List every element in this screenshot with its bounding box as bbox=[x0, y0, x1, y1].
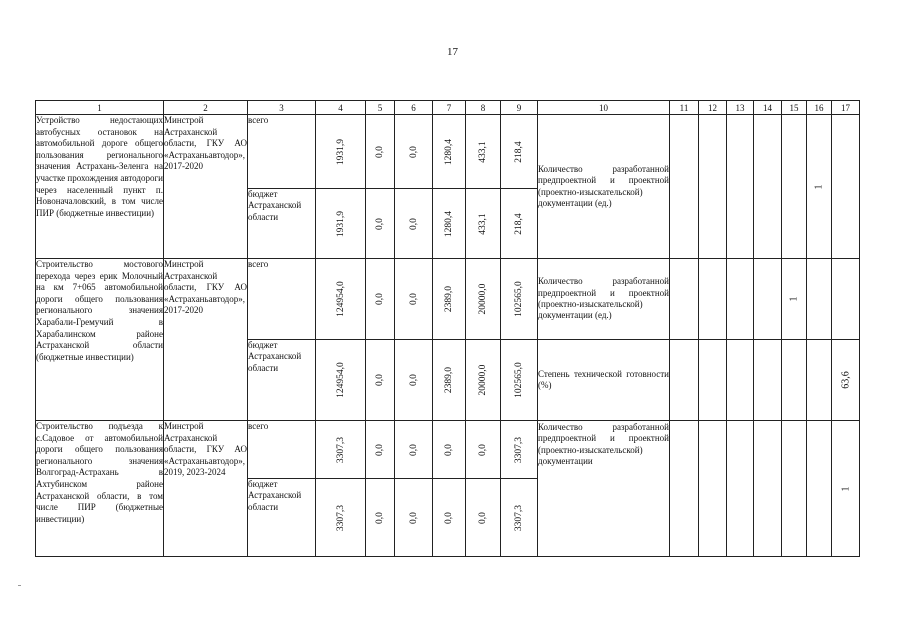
measure-description: Устройство недостающих автобусных остановок на автомобильной дороге общего пользования регионального значения Астрахань-Зеленга на участке прохождения автодороги через населенный пункт п. Новоначаловский, в том числе ПИР (бюджетные инвестиции) bbox=[36, 115, 164, 259]
value-cell bbox=[466, 189, 501, 259]
indicator-cell bbox=[670, 340, 699, 421]
value-cell bbox=[433, 115, 466, 189]
value-cell bbox=[316, 340, 366, 421]
table-row bbox=[36, 421, 860, 479]
value: 2389,0 bbox=[444, 285, 454, 313]
value: 0,0 bbox=[478, 443, 488, 456]
header-cell: 9 bbox=[501, 101, 538, 115]
indicator-cell bbox=[807, 421, 832, 557]
value-cell bbox=[395, 340, 433, 421]
indicator-cell bbox=[699, 340, 727, 421]
value-cell bbox=[433, 421, 466, 479]
indicator-cell bbox=[727, 259, 754, 340]
indicator-cell bbox=[699, 115, 727, 259]
value-cell bbox=[316, 479, 366, 557]
indicator-cell bbox=[832, 115, 860, 259]
value-cell bbox=[466, 259, 501, 340]
value: 218,4 bbox=[514, 140, 524, 163]
value: 0,0 bbox=[375, 217, 385, 230]
value-cell bbox=[316, 115, 366, 189]
measure-executor: Минстрой Астраханской области, ГКУ АО «Астраханьавтодор», 2017-2020 bbox=[164, 259, 248, 421]
indicator-cell bbox=[832, 421, 860, 557]
indicator-cell bbox=[754, 259, 782, 340]
indicator-cell bbox=[670, 115, 699, 259]
indicator-cell bbox=[727, 421, 754, 557]
value: 0,0 bbox=[478, 511, 488, 524]
value: 102565,0 bbox=[514, 362, 524, 398]
indicator-value: 1 bbox=[813, 184, 825, 189]
program-table bbox=[35, 100, 860, 557]
indicator-name: Количество разработанной предпроектной и проектной (проектно-изыскательской) документации (ед.) bbox=[538, 259, 670, 340]
value: 0,0 bbox=[375, 293, 385, 305]
value-cell bbox=[501, 259, 538, 340]
value: 1280,4 bbox=[444, 210, 454, 237]
indicator-cell bbox=[782, 115, 807, 259]
header-cell: 17 bbox=[832, 101, 860, 115]
header-cell: 13 bbox=[727, 101, 754, 115]
value: 433,1 bbox=[478, 140, 488, 163]
indicator-cell bbox=[807, 115, 832, 259]
indicator-cell bbox=[699, 259, 727, 340]
value-cell bbox=[316, 421, 366, 479]
header-cell: 14 bbox=[754, 101, 782, 115]
value: 433,1 bbox=[478, 212, 488, 235]
indicator-cell bbox=[782, 421, 807, 557]
funding-source: бюджет Астраханской области bbox=[248, 340, 316, 421]
value: 0,0 bbox=[408, 443, 419, 456]
value: 124954,0 bbox=[335, 281, 346, 317]
value-cell bbox=[501, 479, 538, 557]
value: 0,0 bbox=[375, 374, 385, 386]
value-cell bbox=[466, 115, 501, 189]
funding-source: всего bbox=[248, 115, 316, 189]
indicator-name: Количество разработанной предпроектной и проектной (проектно-изыскательской) документации bbox=[538, 421, 670, 557]
value-cell bbox=[316, 189, 366, 259]
value-cell bbox=[366, 421, 395, 479]
indicator-name: Степень технической готовности (%) bbox=[538, 340, 670, 421]
measure-description: Строительство подъезда к с.Садовое от автомобильной дороги общего пользования регионального значения Волгоград-Астрахань в Ахтубинском районе Астраханской области, в том числе ПИР (бюджетные инвестиции) bbox=[36, 421, 164, 557]
indicator-cell bbox=[754, 421, 782, 557]
value-cell bbox=[395, 115, 433, 189]
value-cell bbox=[433, 259, 466, 340]
value-cell bbox=[366, 189, 395, 259]
value-cell bbox=[366, 479, 395, 557]
indicator-cell bbox=[832, 259, 860, 340]
funding-source: всего bbox=[248, 259, 316, 340]
value-cell bbox=[395, 189, 433, 259]
value-cell bbox=[433, 189, 466, 259]
value-cell bbox=[395, 479, 433, 557]
header-cell: 3 bbox=[248, 101, 316, 115]
funding-source: бюджет Астраханской области bbox=[248, 479, 316, 557]
funding-source: всего bbox=[248, 421, 316, 479]
header-cell: 7 bbox=[433, 101, 466, 115]
header-cell: 2 bbox=[164, 101, 248, 115]
header-cell: 5 bbox=[366, 101, 395, 115]
measure-description: Строительство мостового перехода через ерик Молочный на км 7+065 автомобильной дороги общего пользования регионального значения Харабали-Гремучий в Харабалинском районе Астраханской области (бюджетные инвестиции) bbox=[36, 259, 164, 421]
indicator-value: 63,6 bbox=[840, 371, 851, 389]
value-cell bbox=[366, 259, 395, 340]
value: 0,0 bbox=[375, 145, 385, 158]
header-cell: 10 bbox=[538, 101, 670, 115]
measure-executor: Минстрой Астраханской области, ГКУ АО «Астраханьавтодор», 2017-2020 bbox=[164, 115, 248, 259]
value: 0,0 bbox=[375, 511, 385, 524]
header-row bbox=[36, 101, 860, 115]
value: 0,0 bbox=[408, 145, 419, 158]
value-cell bbox=[433, 479, 466, 557]
value: 0,0 bbox=[444, 511, 454, 524]
value-cell bbox=[395, 421, 433, 479]
header-cell: 6 bbox=[395, 101, 433, 115]
indicator-cell bbox=[782, 340, 807, 421]
indicator-cell bbox=[807, 259, 832, 340]
value: 0,0 bbox=[408, 374, 419, 386]
header-cell: 8 bbox=[466, 101, 501, 115]
value-cell bbox=[433, 340, 466, 421]
table-row bbox=[36, 259, 860, 340]
value-cell bbox=[395, 259, 433, 340]
header-cell: 15 bbox=[782, 101, 807, 115]
value-cell bbox=[501, 340, 538, 421]
value: 0,0 bbox=[408, 511, 419, 524]
value-cell bbox=[316, 259, 366, 340]
indicator-cell bbox=[754, 340, 782, 421]
indicator-cell bbox=[670, 259, 699, 340]
indicator-name: Количество разработанной предпроектной и проектной (проектно-изыскательской) документации (ед.) bbox=[538, 115, 670, 259]
value: 0,0 bbox=[444, 443, 454, 456]
value: 218,4 bbox=[514, 212, 524, 235]
value-cell bbox=[366, 115, 395, 189]
value-cell bbox=[501, 421, 538, 479]
value: 2389,0 bbox=[444, 366, 454, 394]
indicator-cell bbox=[727, 115, 754, 259]
indicator-cell bbox=[727, 340, 754, 421]
funding-source: бюджет Астраханской области bbox=[248, 189, 316, 259]
indicator-cell bbox=[807, 340, 832, 421]
value: 3307,3 bbox=[514, 436, 524, 463]
header-cell: 11 bbox=[670, 101, 699, 115]
header-cell: 12 bbox=[699, 101, 727, 115]
indicator-cell bbox=[754, 115, 782, 259]
indicator-value: 1 bbox=[840, 486, 851, 491]
value: 102565,0 bbox=[514, 281, 524, 317]
value: 3307,3 bbox=[335, 504, 346, 531]
indicator-cell bbox=[699, 421, 727, 557]
value-cell bbox=[466, 479, 501, 557]
value-cell bbox=[501, 189, 538, 259]
value: 0,0 bbox=[408, 293, 419, 305]
value: 0,0 bbox=[408, 217, 419, 230]
indicator-cell bbox=[670, 421, 699, 557]
value-cell bbox=[366, 340, 395, 421]
value: 20000,0 bbox=[478, 283, 488, 315]
header-cell: 4 bbox=[316, 101, 366, 115]
page-number: 17 bbox=[447, 46, 458, 58]
value: 1280,4 bbox=[444, 138, 454, 165]
value: 1931,9 bbox=[335, 138, 346, 165]
value: 124954,0 bbox=[335, 362, 346, 398]
value-cell bbox=[466, 421, 501, 479]
value-cell bbox=[501, 115, 538, 189]
value: 1931,9 bbox=[335, 210, 346, 237]
table-row bbox=[36, 115, 860, 189]
value: 3307,3 bbox=[335, 436, 346, 463]
indicator-cell bbox=[782, 259, 807, 340]
header-cell: 1 bbox=[36, 101, 164, 115]
measure-executor: Минстрой Астраханской области, ГКУ АО «Астраханьавтодор», 2019, 2023-2024 bbox=[164, 421, 248, 557]
value: 3307,3 bbox=[514, 504, 524, 531]
indicator-value: 1 bbox=[788, 296, 800, 302]
header-cell: 16 bbox=[807, 101, 832, 115]
indicator-cell bbox=[832, 340, 860, 421]
value-cell bbox=[466, 340, 501, 421]
scan-mark bbox=[18, 585, 21, 586]
value: 0,0 bbox=[375, 443, 385, 456]
value: 20000,0 bbox=[478, 364, 488, 396]
